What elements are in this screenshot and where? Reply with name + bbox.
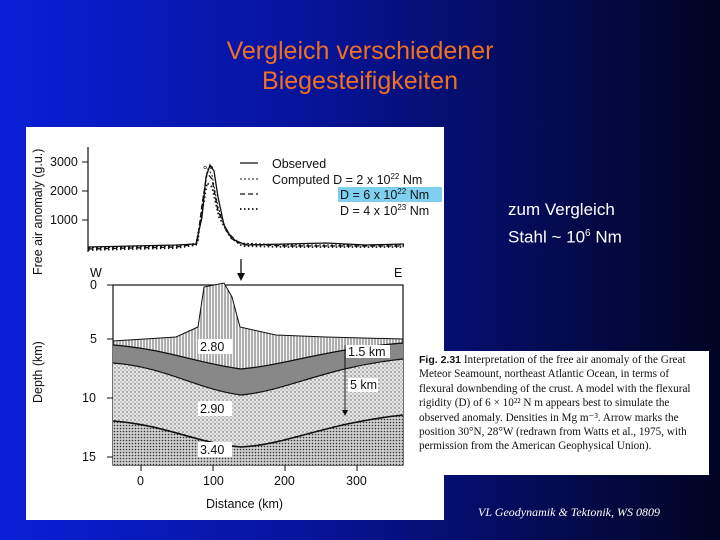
side-note <box>508 198 622 250</box>
xlabel: Distance (km) <box>206 497 284 511</box>
flexure-figure-svg <box>26 127 444 520</box>
top-ytick-label: 2000 <box>50 184 78 198</box>
xtick-label: 100 <box>203 474 224 488</box>
position-arrow-head <box>237 273 245 281</box>
side-note-line-2: Stahl ~ $10^6$ Nm <box>508 227 622 247</box>
legend-d6: D = 6 x $10^{22}$ Nm <box>340 187 430 202</box>
thickness-label: 1.5 km <box>348 345 386 359</box>
density-label: 2.80 <box>200 340 225 354</box>
flexure-figure <box>26 127 444 520</box>
footer-credit: VL Geodynamik & Tektonik, WS 0809 <box>478 505 660 519</box>
thickness-label: 5 km <box>350 378 378 392</box>
title-line-1: Vergleich verschiedener <box>226 37 494 65</box>
xtick-label: 0 <box>137 474 144 488</box>
caption-text: Interpretation of the free air anomaly of the Great Meteor Seamount, northeast Atlantic Ocean, in terms of flexural downbending of the crust. A model with the flexural rigidity (D) of 6 × 10²² N m appears best to simulate the observed anomaly. Densities in Mg m⁻³. Arrow marks the position 30°N, 28°W (redrawn from Watts et al., 1975, with permission from the American Geophysical Union). <box>419 354 691 453</box>
bottom-ytick-label: 0 <box>90 278 97 292</box>
top-ytick-label: 1000 <box>50 213 78 227</box>
title-line-2: Biegesteifigkeiten <box>262 67 458 95</box>
density-label: 3.40 <box>200 443 225 457</box>
east-label: E <box>394 266 403 280</box>
caption-fig-label: Fig. 2.31 <box>419 354 462 366</box>
bottom-ytick-label: 5 <box>90 332 97 346</box>
top-ylabel: Free air anomaly (g.u.) <box>31 148 45 275</box>
bottom-ytick-label: 10 <box>82 391 96 405</box>
side-note-line-1: zum Vergleich <box>508 200 615 219</box>
xtick-label: 300 <box>346 474 367 488</box>
legend-computed: Computed D = 2 x $10^{22}$ Nm <box>272 172 423 187</box>
bottom-ylabel: Depth (km) <box>31 341 45 403</box>
legend-observed: Observed <box>272 157 327 171</box>
observed-marker: ∘∘ <box>202 163 215 174</box>
legend-d4: D = 4 x $10^{23}$ Nm <box>340 203 430 218</box>
figure-caption <box>405 351 709 475</box>
west-label: W <box>90 266 102 280</box>
density-label: 2.90 <box>200 402 225 416</box>
slide-title <box>0 36 720 96</box>
top-ytick-label: 3000 <box>50 155 78 169</box>
bottom-ytick-label: 15 <box>82 450 96 464</box>
xtick-label: 200 <box>274 474 295 488</box>
